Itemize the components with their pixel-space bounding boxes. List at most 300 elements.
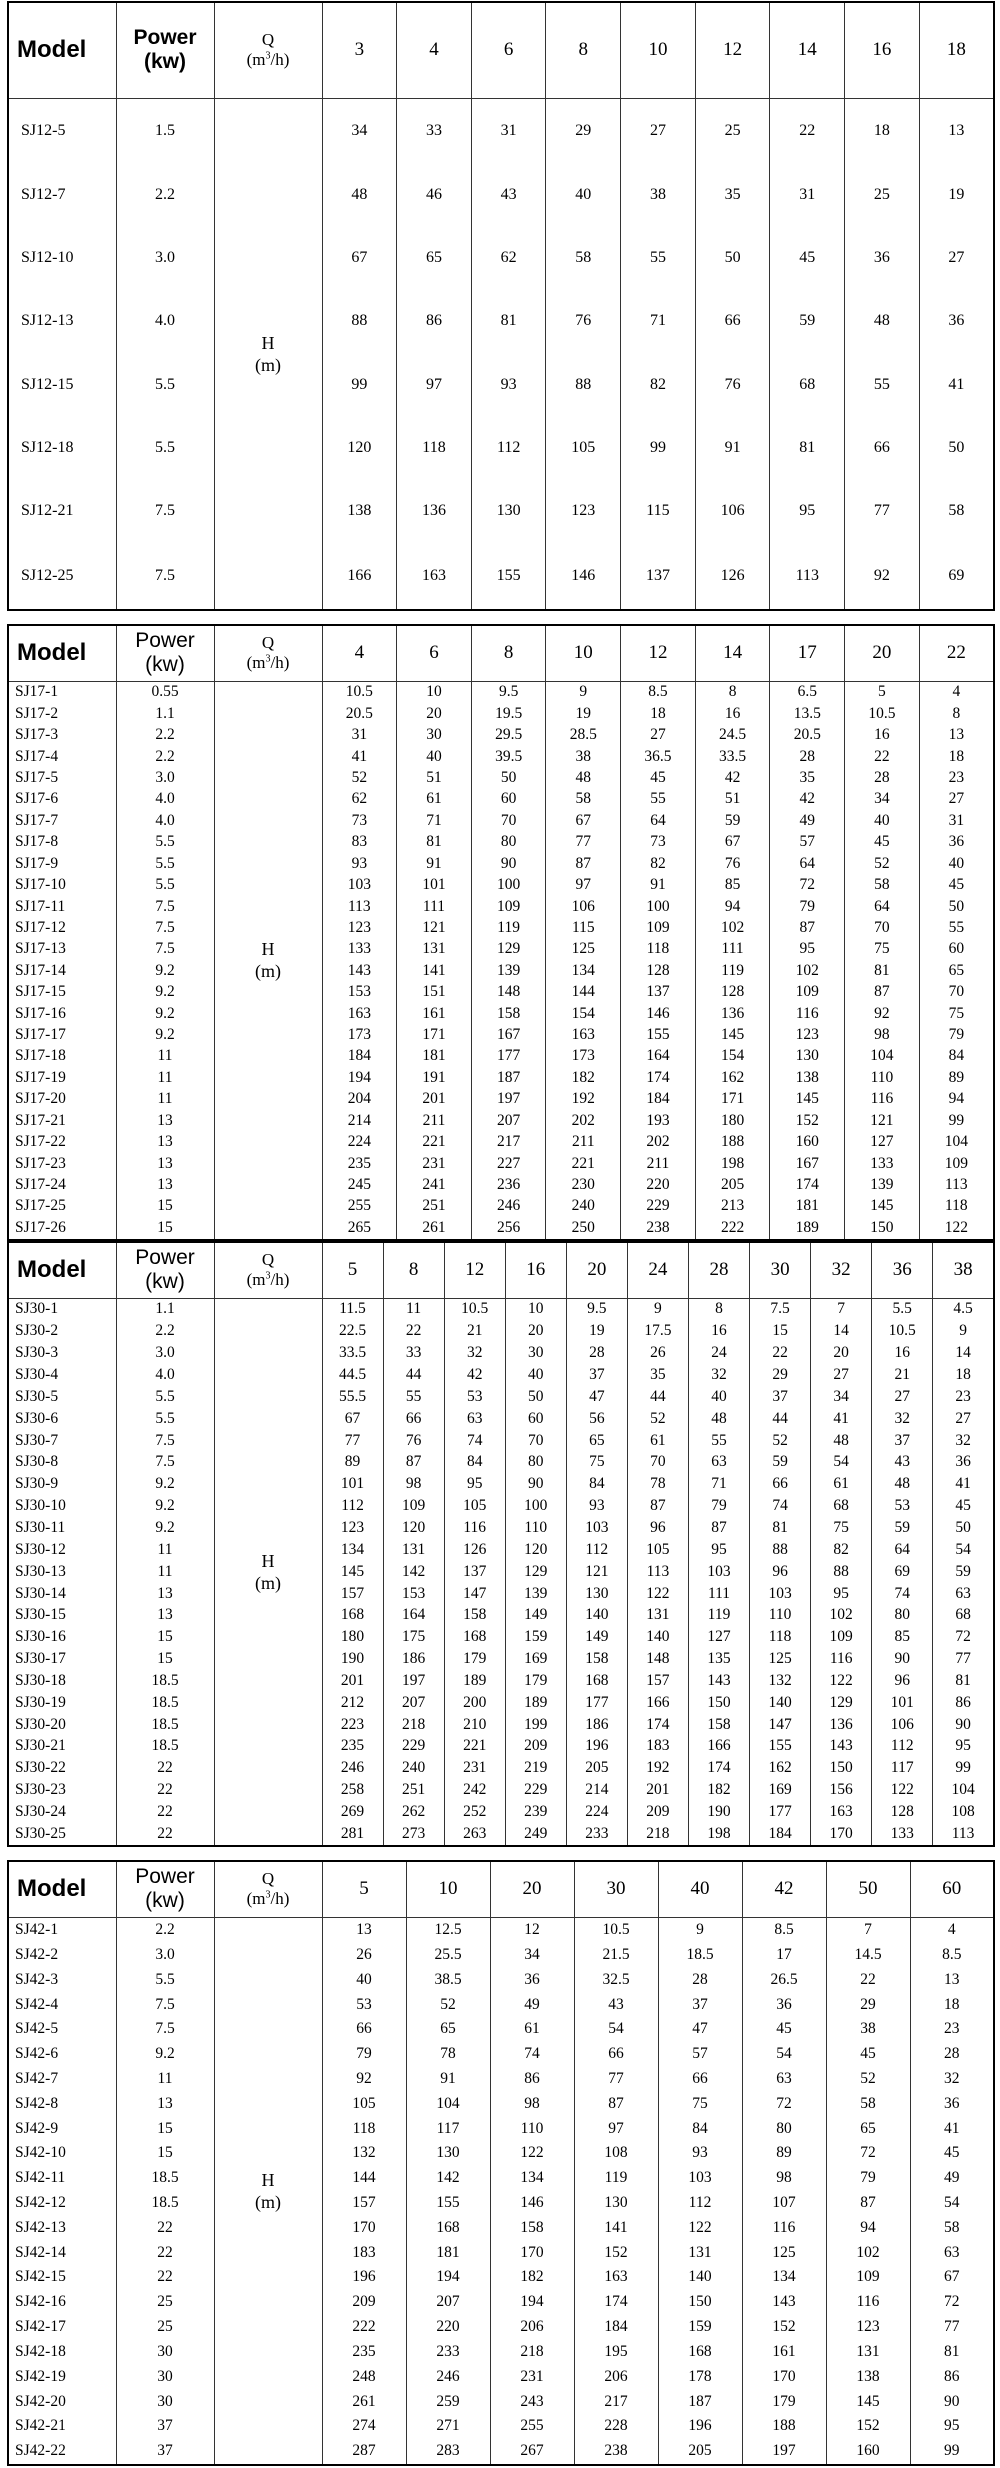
head-value-cell: 84 bbox=[444, 1452, 505, 1474]
head-value-cell: 58 bbox=[910, 2215, 994, 2240]
head-value-cell: 198 bbox=[695, 1153, 770, 1174]
head-value-cell: 89 bbox=[919, 1067, 994, 1088]
head-value-cell: 162 bbox=[695, 1067, 770, 1088]
head-value-cell: 48 bbox=[322, 163, 397, 226]
flow-value-header: 50 bbox=[826, 1861, 910, 1917]
head-value-cell: 200 bbox=[444, 1692, 505, 1714]
flow-unit-part: (m bbox=[246, 1889, 266, 1909]
table-row bbox=[8, 1801, 994, 1823]
power-cell: 9.2 bbox=[116, 2042, 214, 2067]
flow-value-header: 8 bbox=[546, 2, 621, 98]
model-cell: SJ12-13 bbox=[8, 290, 116, 353]
head-value-cell: 77 bbox=[322, 1430, 383, 1452]
head-value-cell: 23 bbox=[919, 767, 994, 788]
head-value-cell: 28 bbox=[845, 767, 920, 788]
head-value-cell: 34 bbox=[845, 789, 920, 810]
head-value-cell: 103 bbox=[750, 1583, 811, 1605]
model-cell: SJ30-14 bbox=[8, 1583, 116, 1605]
head-value-cell: 16 bbox=[845, 724, 920, 745]
header-row bbox=[8, 625, 994, 681]
head-value-cell: 64 bbox=[845, 896, 920, 917]
head-value-cell: 8.5 bbox=[621, 681, 696, 703]
head-value-cell: 32 bbox=[872, 1408, 933, 1430]
power-cell: 7.5 bbox=[116, 480, 214, 543]
head-value-cell: 50 bbox=[933, 1517, 994, 1539]
model-cell: SJ17-7 bbox=[8, 810, 116, 831]
head-value-cell: 143 bbox=[322, 960, 397, 981]
head-value-cell: 54 bbox=[933, 1539, 994, 1561]
head-value-cell: 54 bbox=[910, 2191, 994, 2216]
flow-header bbox=[214, 1861, 322, 1917]
head-value-cell: 134 bbox=[742, 2265, 826, 2290]
model-cell: SJ42-19 bbox=[8, 2364, 116, 2389]
head-value-cell: 45 bbox=[621, 767, 696, 788]
head-value-cell: 67 bbox=[322, 226, 397, 289]
table-row bbox=[8, 982, 994, 1003]
head-value-cell: 16 bbox=[872, 1342, 933, 1364]
head-value-cell: 99 bbox=[933, 1757, 994, 1779]
head-value-cell: 38.5 bbox=[406, 1967, 490, 1992]
model-cell: SJ30-25 bbox=[8, 1823, 116, 1846]
head-value-cell: 152 bbox=[826, 2414, 910, 2439]
head-value-cell: 64 bbox=[872, 1539, 933, 1561]
head-value-cell: 118 bbox=[397, 416, 472, 479]
power-cell: 25 bbox=[116, 2290, 214, 2315]
head-value-cell: 52 bbox=[322, 767, 397, 788]
head-value-cell: 50 bbox=[919, 416, 994, 479]
table-row bbox=[8, 1823, 994, 1846]
head-value-cell: 81 bbox=[910, 2340, 994, 2365]
model-cell: SJ30-2 bbox=[8, 1320, 116, 1342]
head-value-cell: 167 bbox=[471, 1024, 546, 1045]
head-value-cell: 123 bbox=[770, 1024, 845, 1045]
flow-header bbox=[214, 625, 322, 681]
power-cell: 13 bbox=[116, 1153, 214, 1174]
head-value-cell: 44 bbox=[750, 1408, 811, 1430]
head-value-cell: 112 bbox=[566, 1539, 627, 1561]
head-value-cell: 41 bbox=[910, 2116, 994, 2141]
model-cell: SJ17-11 bbox=[8, 896, 116, 917]
head-label: H bbox=[261, 1550, 275, 1571]
power-cell: 22 bbox=[116, 2265, 214, 2290]
power-cell: 15 bbox=[116, 2141, 214, 2166]
head-value-cell: 261 bbox=[397, 1217, 472, 1240]
head-value-cell: 97 bbox=[546, 874, 621, 895]
head-value-cell: 55 bbox=[383, 1386, 444, 1408]
head-value-cell: 92 bbox=[845, 1003, 920, 1024]
head-value-cell: 33 bbox=[383, 1342, 444, 1364]
head-value-cell: 231 bbox=[490, 2364, 574, 2389]
model-cell: SJ17-1 bbox=[8, 681, 116, 703]
head-value-cell: 205 bbox=[658, 2439, 742, 2465]
head-value-cell: 12.5 bbox=[406, 1917, 490, 1943]
head-value-cell: 18.5 bbox=[658, 1943, 742, 1968]
head-value-cell: 115 bbox=[621, 480, 696, 543]
power-cell: 11 bbox=[116, 2067, 214, 2092]
head-value-cell: 82 bbox=[811, 1539, 872, 1561]
power-cell: 15 bbox=[116, 1217, 214, 1240]
head-value-cell: 104 bbox=[919, 1131, 994, 1152]
head-value-cell: 146 bbox=[490, 2191, 574, 2216]
head-value-cell: 66 bbox=[383, 1408, 444, 1430]
head-value-cell: 184 bbox=[322, 1046, 397, 1067]
head-value-cell: 54 bbox=[811, 1452, 872, 1474]
model-cell: SJ42-11 bbox=[8, 2166, 116, 2191]
table-row bbox=[8, 1067, 994, 1088]
table-row bbox=[8, 2240, 994, 2265]
model-cell: SJ12-7 bbox=[8, 163, 116, 226]
head-value-cell: 145 bbox=[845, 1196, 920, 1217]
head-value-cell: 116 bbox=[444, 1517, 505, 1539]
flow-unit bbox=[247, 653, 290, 672]
head-value-cell: 14 bbox=[933, 1342, 994, 1364]
head-value-cell: 60 bbox=[919, 939, 994, 960]
head-value-cell: 150 bbox=[845, 1217, 920, 1240]
head-value-cell: 210 bbox=[444, 1714, 505, 1736]
head-value-cell: 52 bbox=[627, 1408, 688, 1430]
model-cell: SJ17-3 bbox=[8, 724, 116, 745]
model-cell: SJ30-11 bbox=[8, 1517, 116, 1539]
flow-value-header: 8 bbox=[383, 1242, 444, 1298]
head-value-cell: 89 bbox=[322, 1452, 383, 1474]
power-cell: 2.2 bbox=[116, 1917, 214, 1943]
model-header: Model bbox=[8, 2, 116, 98]
head-value-cell: 58 bbox=[546, 789, 621, 810]
table-row bbox=[8, 1003, 994, 1024]
head-value-cell: 126 bbox=[695, 543, 770, 610]
model-cell: SJ30-13 bbox=[8, 1561, 116, 1583]
head-value-cell: 171 bbox=[695, 1089, 770, 1110]
power-cell: 22 bbox=[116, 1823, 214, 1846]
head-value-cell: 94 bbox=[919, 1089, 994, 1110]
head-value-cell: 263 bbox=[444, 1823, 505, 1846]
head-value-cell: 131 bbox=[383, 1539, 444, 1561]
model-cell: SJ17-4 bbox=[8, 746, 116, 767]
head-value-cell: 12 bbox=[490, 1917, 574, 1943]
head-value-cell: 61 bbox=[811, 1473, 872, 1495]
flow-value-header: 4 bbox=[397, 2, 472, 98]
head-value-cell: 70 bbox=[471, 810, 546, 831]
head-value-cell: 52 bbox=[750, 1430, 811, 1452]
head-value-cell: 198 bbox=[688, 1823, 749, 1846]
head-value-cell: 150 bbox=[688, 1692, 749, 1714]
head-value-cell: 79 bbox=[322, 2042, 406, 2067]
head-value-cell: 28 bbox=[566, 1342, 627, 1364]
head-value-cell: 163 bbox=[322, 1003, 397, 1024]
head-value-cell: 166 bbox=[688, 1735, 749, 1757]
head-value-cell: 245 bbox=[322, 1174, 397, 1195]
head-value-cell: 178 bbox=[658, 2364, 742, 2389]
head-value-cell: 131 bbox=[658, 2240, 742, 2265]
head-value-cell: 146 bbox=[621, 1003, 696, 1024]
head-value-cell: 131 bbox=[397, 939, 472, 960]
power-unit: (kw) bbox=[145, 1889, 185, 1913]
head-value-cell: 95 bbox=[444, 1473, 505, 1495]
head-value-cell: 81 bbox=[750, 1517, 811, 1539]
head-value-cell: 33.5 bbox=[695, 746, 770, 767]
head-value-cell: 102 bbox=[695, 917, 770, 938]
head-value-cell: 86 bbox=[933, 1692, 994, 1714]
head-value-cell: 30 bbox=[397, 724, 472, 745]
head-value-cell: 64 bbox=[621, 810, 696, 831]
table-row bbox=[8, 1046, 994, 1067]
power-cell: 11 bbox=[116, 1089, 214, 1110]
head-value-cell: 22 bbox=[750, 1342, 811, 1364]
head-value-cell: 92 bbox=[845, 543, 920, 610]
head-value-cell: 157 bbox=[322, 1583, 383, 1605]
head-value-cell: 61 bbox=[397, 789, 472, 810]
head-value-cell: 101 bbox=[397, 874, 472, 895]
head-value-cell: 78 bbox=[627, 1473, 688, 1495]
head-value-cell: 24.5 bbox=[695, 724, 770, 745]
table-row bbox=[8, 1495, 994, 1517]
head-value-cell: 18 bbox=[919, 746, 994, 767]
head-value-cell: 74 bbox=[490, 2042, 574, 2067]
head-value-cell: 121 bbox=[397, 917, 472, 938]
head-value-cell: 29 bbox=[826, 1992, 910, 2017]
flow-value-header: 28 bbox=[688, 1242, 749, 1298]
table-row bbox=[8, 1408, 994, 1430]
head-value-cell: 110 bbox=[845, 1067, 920, 1088]
head-value-cell: 170 bbox=[742, 2364, 826, 2389]
power-label: Power bbox=[133, 26, 197, 50]
model-cell: SJ42-3 bbox=[8, 1967, 116, 1992]
head-value-cell: 220 bbox=[621, 1174, 696, 1195]
head-value-cell: 15 bbox=[750, 1320, 811, 1342]
power-cell: 1.1 bbox=[116, 1298, 214, 1320]
head-value-cell: 120 bbox=[383, 1517, 444, 1539]
head-value-cell: 42 bbox=[695, 767, 770, 788]
model-cell: SJ17-20 bbox=[8, 1089, 116, 1110]
power-cell: 3.0 bbox=[116, 767, 214, 788]
power-cell: 18.5 bbox=[116, 1692, 214, 1714]
head-value-cell: 8 bbox=[688, 1298, 749, 1320]
head-value-cell: 212 bbox=[322, 1692, 383, 1714]
power-cell: 0.55 bbox=[116, 681, 214, 703]
head-value-cell: 101 bbox=[322, 1473, 383, 1495]
head-value-cell: 48 bbox=[811, 1430, 872, 1452]
head-value-cell: 31 bbox=[471, 98, 546, 163]
head-value-cell: 73 bbox=[621, 832, 696, 853]
model-cell: SJ12-18 bbox=[8, 416, 116, 479]
head-value-cell: 116 bbox=[811, 1648, 872, 1670]
head-value-cell: 118 bbox=[919, 1196, 994, 1217]
head-value-cell: 154 bbox=[546, 1003, 621, 1024]
flow-value-header: 16 bbox=[845, 2, 920, 98]
head-value-cell: 107 bbox=[742, 2191, 826, 2216]
head-value-cell: 9.5 bbox=[471, 681, 546, 703]
power-cell: 2.2 bbox=[116, 163, 214, 226]
head-value-cell: 80 bbox=[505, 1452, 566, 1474]
head-value-cell: 44 bbox=[383, 1364, 444, 1386]
head-value-cell: 117 bbox=[872, 1757, 933, 1779]
flow-unit-exp: 3 bbox=[265, 653, 271, 665]
head-value-cell: 32 bbox=[688, 1364, 749, 1386]
head-value-cell: 8.5 bbox=[742, 1917, 826, 1943]
head-value-cell: 202 bbox=[546, 1110, 621, 1131]
head-value-cell: 206 bbox=[490, 2315, 574, 2340]
header-row bbox=[8, 1242, 994, 1298]
head-value-cell: 190 bbox=[688, 1801, 749, 1823]
head-value-cell: 255 bbox=[322, 1196, 397, 1217]
head-value-cell: 57 bbox=[658, 2042, 742, 2067]
head-value-cell: 81 bbox=[397, 832, 472, 853]
head-value-cell: 67 bbox=[695, 832, 770, 853]
flow-unit-exp: 3 bbox=[265, 50, 271, 62]
head-label: H bbox=[261, 332, 275, 353]
head-value-cell: 10.5 bbox=[444, 1298, 505, 1320]
head-value-cell: 224 bbox=[322, 1131, 397, 1152]
header-row bbox=[8, 2, 994, 98]
head-value-cell: 96 bbox=[750, 1561, 811, 1583]
head-value-cell: 45 bbox=[933, 1495, 994, 1517]
power-cell: 5.5 bbox=[116, 353, 214, 416]
head-value-cell: 123 bbox=[322, 917, 397, 938]
model-cell: SJ42-9 bbox=[8, 2116, 116, 2141]
head-value-cell: 63 bbox=[742, 2067, 826, 2092]
table-row bbox=[8, 1174, 994, 1195]
head-value-cell: 18 bbox=[933, 1364, 994, 1386]
head-value-cell: 92 bbox=[322, 2067, 406, 2092]
flow-value-header: 14 bbox=[695, 625, 770, 681]
head-value-cell: 202 bbox=[621, 1131, 696, 1152]
head-value-cell: 241 bbox=[397, 1174, 472, 1195]
head-value-cell: 104 bbox=[845, 1046, 920, 1067]
head-value-cell: 273 bbox=[383, 1823, 444, 1846]
table-row bbox=[8, 1131, 994, 1152]
table-row bbox=[8, 960, 994, 981]
model-cell: SJ17-9 bbox=[8, 853, 116, 874]
power-cell: 5.5 bbox=[116, 853, 214, 874]
head-value-cell: 186 bbox=[566, 1714, 627, 1736]
head-unit: (m) bbox=[255, 961, 281, 982]
head-value-cell: 59 bbox=[933, 1561, 994, 1583]
head-value-cell: 118 bbox=[322, 2116, 406, 2141]
head-value-cell: 58 bbox=[826, 2091, 910, 2116]
flow-value-header: 36 bbox=[872, 1242, 933, 1298]
model-cell: SJ17-10 bbox=[8, 874, 116, 895]
table-row bbox=[8, 163, 994, 226]
head-value-cell: 163 bbox=[811, 1801, 872, 1823]
power-cell: 11 bbox=[116, 1046, 214, 1067]
head-value-cell: 66 bbox=[658, 2067, 742, 2092]
head-value-cell: 36 bbox=[933, 1452, 994, 1474]
head-value-cell: 68 bbox=[770, 353, 845, 416]
flow-unit-part: /h) bbox=[270, 1889, 290, 1909]
model-cell: SJ12-5 bbox=[8, 98, 116, 163]
head-value-cell: 27 bbox=[811, 1364, 872, 1386]
table-row bbox=[8, 1757, 994, 1779]
head-value-cell: 222 bbox=[322, 2315, 406, 2340]
head-value-cell: 66 bbox=[750, 1473, 811, 1495]
table-row bbox=[8, 1196, 994, 1217]
head-value-cell: 77 bbox=[546, 832, 621, 853]
head-value-cell: 81 bbox=[933, 1670, 994, 1692]
model-cell: SJ42-10 bbox=[8, 2141, 116, 2166]
flow-label: Q bbox=[261, 1250, 275, 1270]
head-value-cell: 87 bbox=[574, 2091, 658, 2116]
head-value-cell: 117 bbox=[406, 2116, 490, 2141]
head-value-cell: 259 bbox=[406, 2389, 490, 2414]
head-value-cell: 30 bbox=[505, 1342, 566, 1364]
model-header: Model bbox=[8, 625, 116, 681]
head-value-cell: 20 bbox=[397, 703, 472, 724]
head-value-cell: 138 bbox=[826, 2364, 910, 2389]
head-value-cell: 104 bbox=[406, 2091, 490, 2116]
head-value-cell: 207 bbox=[471, 1110, 546, 1131]
flow-value-header: 8 bbox=[471, 625, 546, 681]
head-value-cell: 163 bbox=[397, 543, 472, 610]
head-value-cell: 42 bbox=[770, 789, 845, 810]
head-value-cell: 227 bbox=[471, 1153, 546, 1174]
table-row bbox=[8, 1320, 994, 1342]
head-value-cell: 190 bbox=[322, 1648, 383, 1670]
model-cell: SJ17-13 bbox=[8, 939, 116, 960]
head-value-cell: 49 bbox=[770, 810, 845, 831]
head-value-cell: 123 bbox=[322, 1517, 383, 1539]
head-value-cell: 118 bbox=[621, 939, 696, 960]
power-cell: 5.5 bbox=[116, 874, 214, 895]
head-value-cell: 74 bbox=[444, 1430, 505, 1452]
power-cell: 9.2 bbox=[116, 1495, 214, 1517]
flow-label: Q bbox=[261, 30, 275, 50]
head-value-cell: 246 bbox=[406, 2364, 490, 2389]
power-unit: (kw) bbox=[145, 653, 185, 677]
flow-value-header: 30 bbox=[574, 1861, 658, 1917]
head-value-cell: 168 bbox=[444, 1626, 505, 1648]
head-value-cell: 120 bbox=[322, 416, 397, 479]
head-value-cell: 152 bbox=[742, 2315, 826, 2340]
head-value-cell: 66 bbox=[574, 2042, 658, 2067]
head-value-cell: 70 bbox=[627, 1452, 688, 1474]
flow-value-header: 12 bbox=[621, 625, 696, 681]
head-value-cell: 65 bbox=[826, 2116, 910, 2141]
head-value-cell: 45 bbox=[910, 2141, 994, 2166]
head-value-cell: 22 bbox=[845, 746, 920, 767]
head-value-cell: 65 bbox=[919, 960, 994, 981]
power-cell: 22 bbox=[116, 2215, 214, 2240]
head-value-cell: 132 bbox=[322, 2141, 406, 2166]
power-cell: 5.5 bbox=[116, 832, 214, 853]
head-value-cell: 231 bbox=[397, 1153, 472, 1174]
head-value-cell: 41 bbox=[933, 1473, 994, 1495]
table-row bbox=[8, 1217, 994, 1240]
head-value-cell: 105 bbox=[627, 1539, 688, 1561]
power-cell: 22 bbox=[116, 1779, 214, 1801]
head-value-cell: 87 bbox=[770, 917, 845, 938]
head-value-cell: 194 bbox=[406, 2265, 490, 2290]
head-value-cell: 18 bbox=[845, 98, 920, 163]
head-value-cell: 153 bbox=[322, 982, 397, 1003]
head-value-cell: 80 bbox=[742, 2116, 826, 2141]
head-value-cell: 63 bbox=[910, 2240, 994, 2265]
head-value-cell: 170 bbox=[811, 1823, 872, 1846]
model-cell: SJ17-16 bbox=[8, 1003, 116, 1024]
head-value-cell: 32.5 bbox=[574, 1967, 658, 1992]
power-label: Power bbox=[135, 1865, 195, 1889]
head-value-cell: 55 bbox=[621, 226, 696, 289]
model-cell: SJ17-17 bbox=[8, 1024, 116, 1045]
head-value-cell: 137 bbox=[444, 1561, 505, 1583]
head-value-cell: 103 bbox=[566, 1517, 627, 1539]
head-value-cell: 25 bbox=[695, 98, 770, 163]
head-value-cell: 123 bbox=[826, 2315, 910, 2340]
head-value-cell: 192 bbox=[627, 1757, 688, 1779]
head-value-cell: 154 bbox=[695, 1046, 770, 1067]
head-value-cell: 193 bbox=[621, 1110, 696, 1131]
head-value-cell: 19 bbox=[566, 1320, 627, 1342]
head-value-cell: 201 bbox=[627, 1779, 688, 1801]
